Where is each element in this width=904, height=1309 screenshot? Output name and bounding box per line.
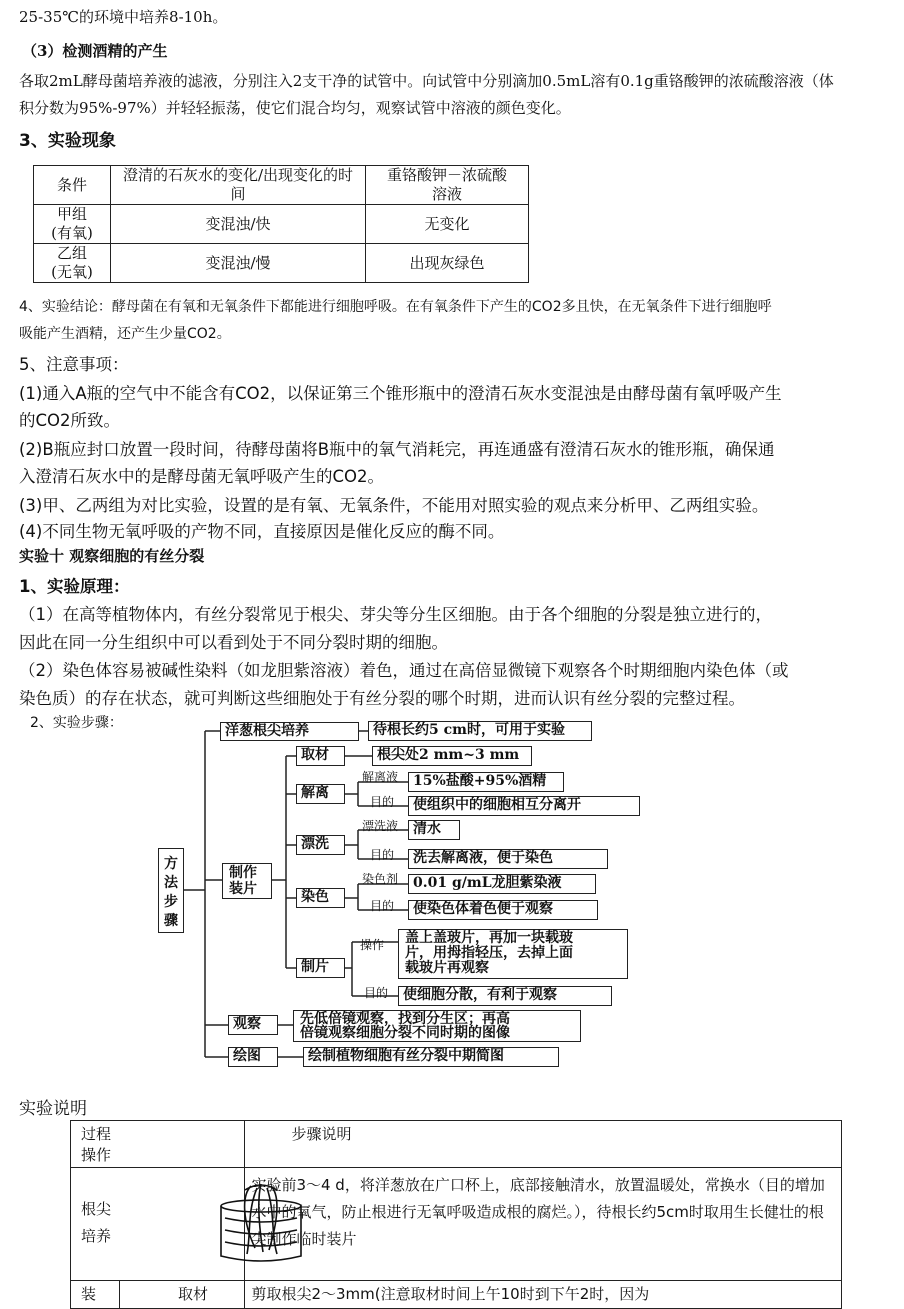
flow-box-make: 制作装片: [222, 863, 272, 899]
table-header: [71, 1121, 245, 1168]
explain-table: [70, 1120, 842, 1309]
flow-box-value: 15%盐酸+95%酒精: [408, 772, 564, 792]
principle-title: 1、实验原理：: [19, 577, 130, 596]
flow-label: 解离液: [362, 770, 399, 784]
principle-line: 因此在同一分生组织中可以看到处于不同分裂时期的细胞。: [19, 633, 448, 652]
flow-label: 目的: [370, 795, 395, 809]
flow-box-culture: 洋葱根尖培养: [220, 722, 359, 741]
flow-box-stain: 染色: [296, 888, 345, 908]
process-label-line: 培养: [81, 1227, 112, 1245]
flow-label: 目的: [370, 899, 395, 913]
notes-title: 5、注意事项：: [19, 355, 129, 374]
table-cell: 装: [71, 1281, 120, 1309]
table-header-process: 过程: [81, 1125, 112, 1143]
table-cell: 出现灰绿色: [366, 244, 529, 283]
flow-box-value: [398, 929, 628, 979]
flow-label: 染色剂: [362, 872, 399, 886]
flow-box-culture-note: 待根长约5 cm时，可用于实验: [368, 721, 592, 741]
principle-line: （1）在高等植物体内，有丝分裂常见于根尖、芽尖等分生区细胞。由于各个细胞的分裂是独立进行的，: [19, 605, 772, 624]
flow-box-line: 倍镜观察细胞分裂不同时期的图像: [300, 1025, 510, 1041]
principle-line: （2）染色体容易被碱性染料（如龙胆紫溶液）着色，通过在高倍显微镜下观察各个时期细胞内染色体（或: [19, 661, 789, 680]
flow-box-line: 载玻片再观察: [405, 960, 489, 976]
flow-box-mount: 制片: [296, 958, 345, 978]
table-cell: [71, 1168, 245, 1281]
subheading-detect-alcohol: （3）检测酒精的产生: [22, 42, 168, 60]
paragraph-line: 各取2mL酵母菌培养液的滤液，分别注入2支干净的试管中。向试管中分别滴加0.5mL溶有0.1g重铬酸钾的浓硫酸溶液（体: [19, 72, 834, 90]
table-cell: 乙组 (无氧): [34, 244, 111, 283]
flow-box-value: 使细胞分散，有利于观察: [398, 986, 612, 1006]
table-cell: 剪取根尖2～3mm(注意取材时间上午10时到下午2时，因为: [245, 1281, 842, 1309]
table-header-operation: 操作: [81, 1146, 112, 1164]
flow-box-observe: 观察: [228, 1015, 278, 1035]
flow-box-value: 使组织中的细胞相互分离开: [408, 796, 640, 816]
conclusion-line: 吸能产生酒精，还产生少量CO2。: [19, 326, 231, 342]
flow-box-rinse: 漂洗: [296, 835, 345, 855]
flow-label: 操作: [360, 938, 385, 952]
flow-box-draw-note: 绘制植物细胞有丝分裂中期简图: [303, 1047, 559, 1067]
table-cell: 变混浊/快: [111, 205, 366, 244]
flow-box-value: 清水: [408, 820, 460, 840]
flow-label: 漂洗液: [362, 819, 399, 833]
flow-box-value: 洗去解离液，便于染色: [408, 849, 608, 869]
flow-box-draw: 绘图: [228, 1047, 278, 1067]
flow-box-line: 片，用拇指轻压，去掉上面: [405, 945, 573, 961]
note-item: 入澄清石灰水中的是酵母菌无氧呼吸产生的CO2。: [19, 467, 385, 486]
flow-box-value: 0.01 g/mL龙胆紫染液: [408, 874, 596, 894]
onion-cup-illustration: [211, 1182, 311, 1268]
flow-box-observe-note: [293, 1010, 581, 1042]
flow-box-line: 盖上盖玻片，再加一块载玻: [405, 930, 573, 946]
flow-label: 目的: [364, 986, 389, 1000]
flow-box-take-note: 根尖处2 mm~3 mm: [372, 746, 532, 766]
conclusion-line: 4、实验结论：酵母菌在有氧和无氧条件下都能进行细胞呼吸。在有氧条件下产生的CO2多且快，在无氧条件下进行细胞呼: [19, 299, 772, 315]
table-cell: 变混浊/慢: [111, 244, 366, 283]
note-item: (1)通入A瓶的空气中不能含有CO2，以保证第三个锥形瓶中的澄清石灰水变混浊是由酵母菌有氧呼吸产生: [19, 384, 782, 403]
top-line: 25-35℃的环境中培养8-10h。: [19, 8, 228, 26]
flow-box-line: 先低倍镜观察，找到分生区；再高: [300, 1011, 510, 1027]
paragraph-line: 积分数为95%-97%）并轻轻振荡，使它们混合均匀，观察试管中溶液的颜色变化。: [19, 99, 571, 117]
culture-cell: [71, 1168, 244, 1280]
note-item: (2)B瓶应封口放置一段时间，待酵母菌将B瓶中的氧气消耗完，再连通盛有澄清石灰水的锥形瓶，确保通: [19, 440, 775, 459]
note-item: (3)甲、乙两组为对比实验，设置的是有氧、无氧条件，不能用对照实验的观点来分析甲、乙两组实验。: [19, 496, 769, 515]
process-label: [81, 1196, 111, 1250]
flow-box-take: 取材: [296, 746, 345, 766]
table-cell: 甲组 (有氧): [34, 205, 111, 244]
section-heading-phenomena: 3、实验现象: [19, 131, 116, 151]
table-header: 步骤说明: [245, 1121, 842, 1168]
table-cell: 取材: [120, 1281, 245, 1309]
principle-line: 染色质）的存在状态，就可判断这些细胞处于有丝分裂的哪个时期，进而认识有丝分裂的完整过程。: [19, 689, 745, 708]
note-item: (4)不同生物无氧呼吸的产物不同，直接原因是催化反应的酶不同。: [19, 522, 505, 541]
steps-title: 2、实验步骤：: [30, 715, 123, 731]
flow-root-box: 方法步骤: [158, 848, 184, 933]
flow-box-value: 使染色体着色便于观察: [408, 900, 598, 920]
table-cell: 实验前3～4 d，将洋葱放在广口杯上，底部接触清水，放置温暖处，常换水（目的增加水中的氧气，防止根进行无氧呼吸造成根的腐烂。），待根长约5cm时取用生长健壮的根尖制作临时装片: [245, 1168, 842, 1281]
explain-title: 实验说明: [19, 1099, 87, 1119]
note-item: 的CO2所致。: [19, 411, 121, 430]
table-header: 重铬酸钾－浓硫酸溶液: [366, 166, 529, 205]
flow-box-dissociation: 解离: [296, 784, 345, 804]
table-header: 澄清的石灰水的变化/出现变化的时间: [111, 166, 366, 205]
experiment-title: 实验十 观察细胞的有丝分裂: [19, 547, 205, 565]
table-cell: 无变化: [366, 205, 529, 244]
table-header: 条件: [34, 166, 111, 205]
flow-label: 目的: [370, 848, 395, 862]
process-label-line: 根尖: [81, 1200, 112, 1218]
